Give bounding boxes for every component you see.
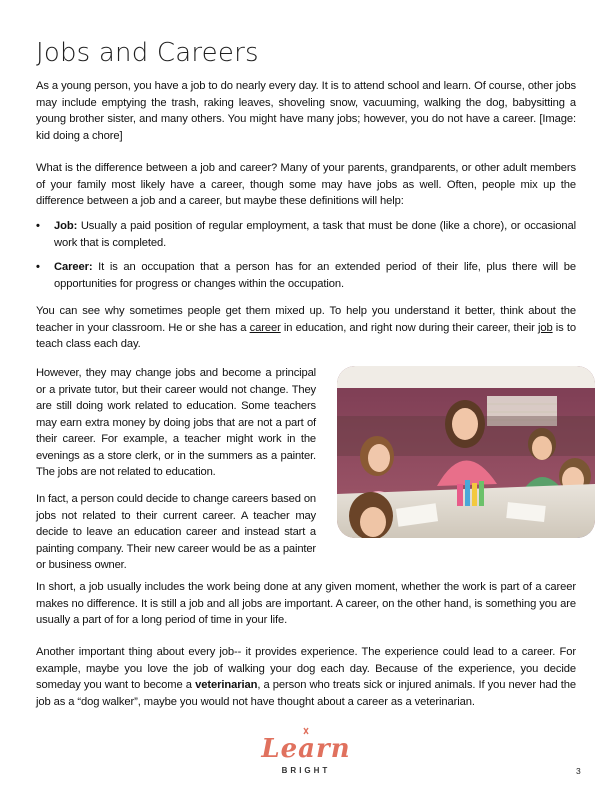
- change-jobs-paragraph: However, they may change jobs and become a principal or a private tutor, but their career would not change. They are still doing work related to education. Some teachers may earn extra money by doing jobs that are not a part of their career. For example, a teacher might work in the evenings as a store clerk, or in the summers as a painter. The jobs are not related to education.: [36, 367, 316, 478]
- change-careers-paragraph: In fact, a person could decide to change careers based on jobs not related to their current career. A teacher may decide to leave an education career and instead start a painting company. Their new career would be as a painter or business owner.: [36, 493, 316, 571]
- intro-paragraph: As a young person, you have a job to do nearly every day. It is to attend school and learn. Of course, other jobs may include emptying the trash, raking leaves, shoveling snow, vacuuming, walking the dog, babysitting a young brother sister, and many others. You might have many jobs; however, you do not have a career. [Image: kid doing a chore]: [36, 80, 576, 142]
- list-item: [36, 218, 576, 251]
- text-run: is to teach class each day.: [36, 321, 576, 350]
- definition-term: Job:: [54, 220, 78, 232]
- bullet-marker: •: [36, 261, 40, 273]
- definitions-list: [36, 218, 576, 300]
- definition-text: Usually a paid position of regular employment, a task that must be done (like a chore), or occasional work that is completed.: [54, 220, 576, 249]
- bullet-marker: •: [36, 220, 40, 232]
- bold-veterinarian: veterinarian: [195, 679, 258, 691]
- classroom-photo: [337, 366, 595, 538]
- definition-text: It is an occupation that a person has for an extended period of their life, plus there will be opportunities for progress or changes within the occupation.: [54, 261, 576, 290]
- underlined-career: career: [249, 321, 281, 334]
- in-short-paragraph: In short, a job usually includes the work being done at any given moment, whether the work is part of a career makes no difference. It is still a job and all jobs are important. A career, on the other hand, is something you are usually a part of for a long period of time in your life.: [36, 581, 576, 626]
- page-number: 3: [576, 766, 581, 776]
- text-run: in education, and right now during their career, their: [280, 321, 538, 334]
- text-run: Another important thing about every job-- it provides experience. The experience could lead to a career. For example, maybe you love the job of walking your dog each day. Because of the experience, you decide someday you want to become a: [36, 646, 576, 691]
- underlined-job: job: [537, 321, 553, 334]
- text-run: , a person who treats sick or injured animals. If you never had the job as a “dog walker”, maybe you would not have thought about a career as a veterinarian.: [36, 679, 576, 708]
- learn-bright-logo: [254, 732, 358, 778]
- teacher-paragraph: [36, 303, 576, 353]
- logo-wordmark: Learn: [261, 734, 351, 764]
- classroom-illustration: [337, 366, 595, 538]
- difference-paragraph: What is the difference between a job and career? Many of your parents, grandparents, or other adult members of your family most likely have a career, though some may have jobs as well. Often, people mix up the difference between a job and a career, but maybe these definitions will help:: [36, 162, 576, 207]
- list-item: [36, 259, 576, 292]
- logo-subtitle: BRIGHT: [281, 766, 331, 775]
- text-run: You can see why sometimes people get them mixed up. To help you understand it better, think about the teacher in your classroom. He or she has a: [36, 305, 576, 334]
- experience-paragraph: [36, 644, 576, 710]
- page-title: Jobs and Careers: [36, 38, 259, 68]
- definition-term: Career:: [54, 261, 93, 273]
